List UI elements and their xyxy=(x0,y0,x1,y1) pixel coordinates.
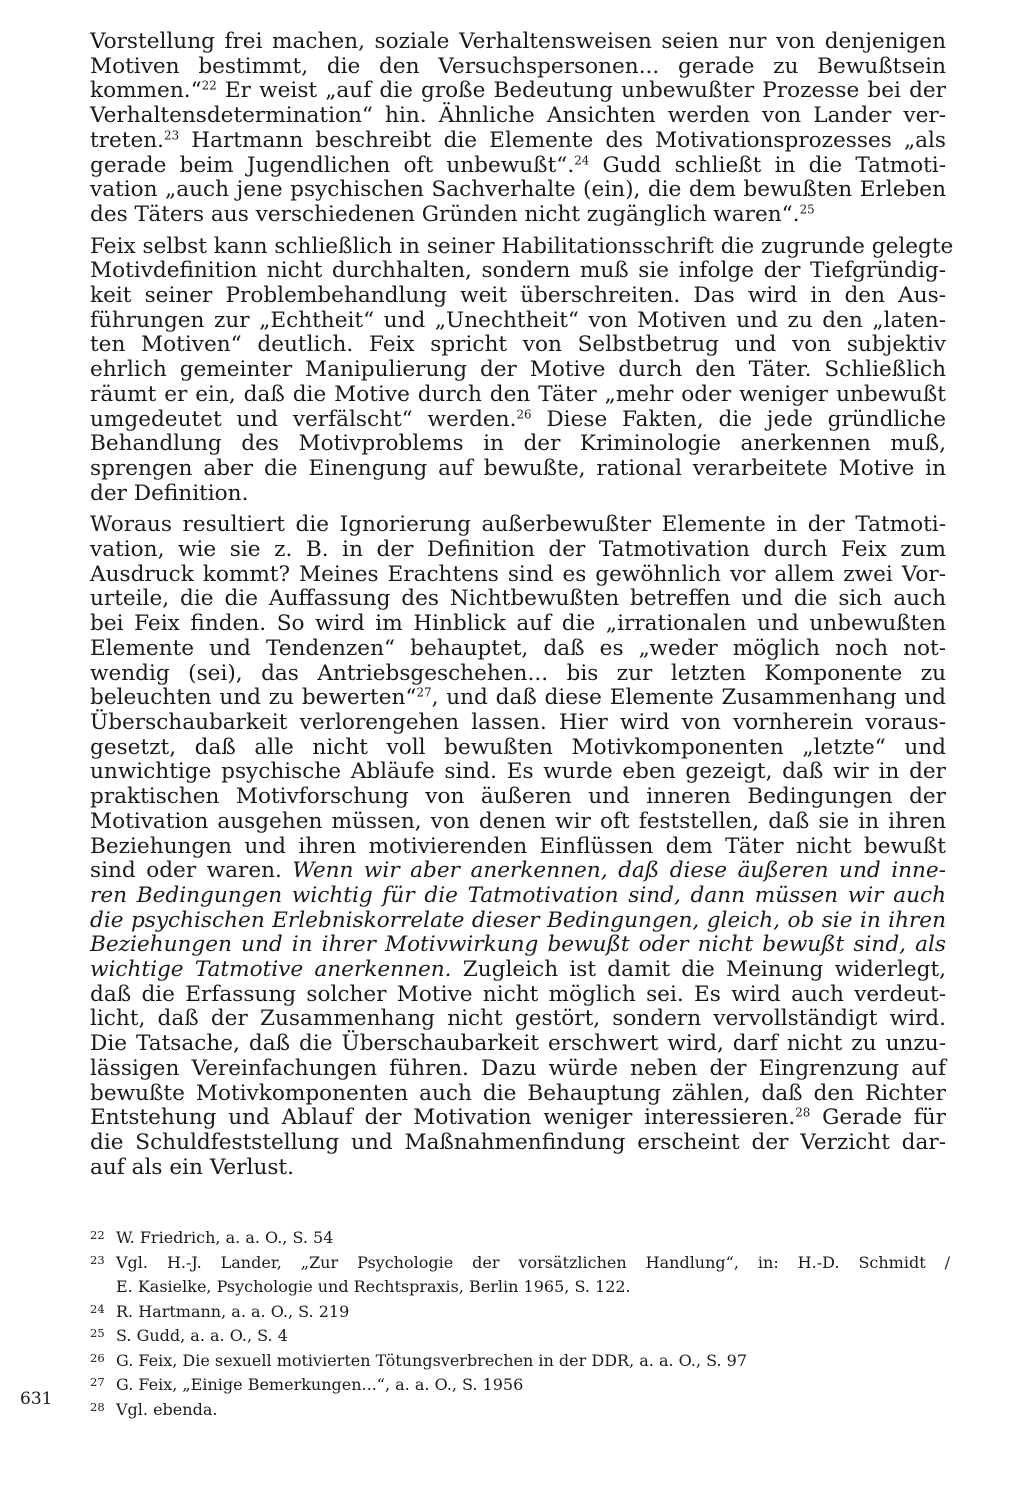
emphasis-run: wichtige Tatmotive anerkennen. xyxy=(90,957,452,983)
paragraph-1 xyxy=(90,30,946,228)
text-line: ehrlich gemeinter Manipulierung der Motive durch den Täter. Schließlich xyxy=(90,357,946,383)
text-run: Entstehung und Ablauf der Motivation weniger interessieren. xyxy=(90,1105,796,1131)
footnote-24 xyxy=(90,1300,950,1325)
text-line: sprengen aber die Einengung auf bewußte, rational verarbeitete Motive in xyxy=(90,455,946,481)
main-text xyxy=(90,29,954,1180)
text-run: , und daß diese Elemente Zusammenhang und xyxy=(431,685,946,711)
footnote-text xyxy=(116,1251,950,1300)
footnote-number: 26 xyxy=(90,1350,105,1365)
text-line: Motivation ausgehen müssen, von denen wir oft feststellen, daß sie in ihren xyxy=(90,808,946,834)
text-run: des Täters aus verschiedenen Gründen nicht zugänglich waren“. xyxy=(90,201,800,227)
text-line: ren Bedingungen wichtig für die Tatmotivation sind, dann müssen wir auch xyxy=(90,882,946,908)
footnote-number: 28 xyxy=(90,1399,105,1414)
footnote-text xyxy=(116,1324,950,1349)
text-line: keit seiner Problembehandlung weit überschreiten. Das wird in den Aus- xyxy=(90,283,946,309)
text-line: S. Gudd, a. a. O., S. 4 xyxy=(116,1326,288,1345)
footnote-number: 23 xyxy=(90,1252,105,1267)
footnote-ref-23[interactable]: 23 xyxy=(164,128,180,143)
text-line: wendig (sei), das Antriebsgeschehen... bis zur letzten Komponente zu xyxy=(90,660,946,686)
text-run: Hartmann beschreibt die Elemente des Motivationsprozesses „als xyxy=(179,127,946,153)
text-line: Vorstellung frei machen, soziale Verhaltensweisen seien nur von denjenigen xyxy=(90,29,946,54)
text-line: Woraus resultiert die Ignorierung außerbewußter Elemente in der Tatmoti- xyxy=(90,512,946,538)
page-body xyxy=(90,29,954,1187)
text-line xyxy=(90,859,946,884)
text-line: Feix selbst kann schließlich in seiner Habilitationsschrift die zugrunde gelegte xyxy=(90,233,954,259)
text-line: G. Feix, „Einige Bemerkungen...“, a. a. O., S. 1956 xyxy=(116,1375,524,1394)
text-run: Gudd schließt in die Tatmoti- xyxy=(589,152,946,178)
text-run: Diese Fakten, die jede gründliche xyxy=(531,406,947,432)
text-line: bei Feix finden. So wird im Hinblick auf die „irrationalen und unbewußten xyxy=(90,611,946,637)
text-line: Ausdruck kommt? Meines Erachtens sind es gewöhnlich vor allem zwei Vor- xyxy=(90,561,946,587)
text-line xyxy=(90,154,946,179)
text-line xyxy=(90,129,946,154)
footnote-number: 22 xyxy=(90,1228,105,1242)
paragraph-3 xyxy=(90,513,946,1180)
page-number: 631 xyxy=(20,1389,53,1409)
text-line: Elemente und Tendenzen“ behauptet, daß es „weder möglich noch not- xyxy=(90,635,946,661)
text-run: Zugleich ist damit die Meinung widerlegt, xyxy=(451,957,946,983)
text-line: urteile, die die Auffassung des Nichtbewußten betreffen und die sich auch xyxy=(90,586,946,612)
text-line: Die Tatsache, daß die Überschaubarkeit erschwert wird, darf nicht zu unzu- xyxy=(90,1031,946,1057)
text-line: unwichtige psychische Abläufe sind. Es wurde eben gezeigt, daß wir in der xyxy=(90,759,946,785)
text-line: vation, wie sie z. B. in der Definition der Tatmotivation durch Feix zum xyxy=(90,537,946,563)
text-line xyxy=(90,958,946,983)
text-line: Vgl. H.-J. Lander, „Zur Psychologie der vorsätzlichen Handlung“, in: H.-D. Schmidt / xyxy=(116,1252,950,1272)
text-run: umgedeutet und verfälscht“ werden. xyxy=(90,406,517,432)
footnote-22 xyxy=(90,1226,950,1251)
footnote-number: 27 xyxy=(90,1375,105,1389)
text-line xyxy=(90,686,946,711)
text-line: daß die Erfassung solcher Motive nicht möglich sei. Es wird auch verdeut- xyxy=(90,981,946,1007)
footnote-ref-26[interactable]: 26 xyxy=(516,406,532,421)
emphasis-run: Wenn wir aber anerkennen, daß diese äußeren und inne- xyxy=(281,858,946,884)
footnote-ref-25[interactable]: 25 xyxy=(799,202,815,217)
text-line xyxy=(90,408,946,433)
text-run: gerade beim Jugendlichen oft unbewußt“. xyxy=(90,152,575,178)
footnote-text xyxy=(116,1373,950,1398)
text-run: sind oder waren. xyxy=(90,858,282,884)
text-run: Er weist „auf die große Bedeutung unbewußter Prozesse bei der xyxy=(216,78,946,104)
text-line: R. Hartmann, a. a. O., S. 219 xyxy=(116,1301,350,1321)
text-line: lässigen Vereinfachungen führen. Dazu würde neben der Eingrenzung auf xyxy=(90,1055,946,1081)
text-line: Überschaubarkeit verlorengehen lassen. Hier wird von vornherein voraus- xyxy=(90,709,946,735)
text-run: treten. xyxy=(90,127,165,153)
text-line: Behandlung des Motivproblems in der Kriminologie anerkennen muß, xyxy=(90,431,946,457)
text-line: die psychischen Erlebniskorrelate dieser Bedingungen, gleich, ob sie in ihren xyxy=(90,907,946,933)
text-run: kommen.“ xyxy=(90,78,202,104)
text-line: Vgl. ebenda. xyxy=(116,1399,218,1419)
footnote-ref-24[interactable]: 24 xyxy=(574,152,590,167)
footnote-text xyxy=(116,1300,950,1325)
text-line xyxy=(90,79,946,104)
text-line: Beziehungen und ihren motivierenden Einflüssen dem Täter nicht bewußt xyxy=(90,833,946,859)
footnote-number: 25 xyxy=(90,1326,105,1340)
footnote-ref-28[interactable]: 28 xyxy=(795,1105,811,1120)
text-line: räumt er ein, daß die Motive durch den Täter „mehr oder weniger unbewußt xyxy=(90,381,946,407)
text-line: Verhaltensdetermination“ hin. Ähnliche Ansichten werden von Lander ver- xyxy=(90,103,946,129)
text-line xyxy=(90,1106,946,1131)
text-line: der Definition. xyxy=(90,480,249,506)
footnote-number: 24 xyxy=(90,1301,105,1316)
text-line: führungen zur „Echtheit“ und „Unechtheit“ von Motiven und zu den „laten- xyxy=(90,307,946,333)
text-line: bewußte Motivkomponenten auch die Behauptung zählen, daß den Richter xyxy=(90,1080,946,1106)
text-line: G. Feix, Die sexuell motivierten Tötungsverbrechen in der DDR, a. a. O., S. 97 xyxy=(116,1350,748,1370)
footnote-25 xyxy=(90,1324,950,1349)
footnote-23 xyxy=(90,1251,950,1300)
footnote-text xyxy=(116,1226,950,1251)
text-line: die Schuldfeststellung und Maßnahmenfindung erscheint der Verzicht dar- xyxy=(90,1129,946,1155)
text-line xyxy=(90,203,946,228)
footnote-26 xyxy=(90,1349,950,1374)
text-line: Beziehungen und in ihrer Motivwirkung bewußt oder nicht bewußt sind, als xyxy=(90,932,946,958)
footnote-ref-22[interactable]: 22 xyxy=(201,78,217,93)
text-run: beleuchten und zu bewerten“ xyxy=(90,685,417,711)
footnote-28 xyxy=(90,1398,950,1423)
footnote-27 xyxy=(90,1373,950,1398)
text-line: vation „auch jene psychischen Sachverhalte (ein), die dem bewußten Erleben xyxy=(90,177,946,203)
footnote-text xyxy=(116,1398,950,1423)
paragraph-2 xyxy=(90,233,954,507)
text-line: W. Friedrich, a. a. O., S. 54 xyxy=(116,1228,334,1247)
text-line: ten Motiven“ deutlich. Feix spricht von Selbstbetrug und von subjektiv xyxy=(90,332,946,358)
text-line: Motivdefinition nicht durchhalten, sondern muß sie infolge der Tiefgründig- xyxy=(90,258,946,284)
text-line: licht, daß der Zusammenhang nicht gestört, sondern vervollständigt wird. xyxy=(90,1006,946,1032)
text-run: Gerade für xyxy=(810,1105,946,1131)
footnote-text xyxy=(116,1349,950,1374)
footnote-ref-27[interactable]: 27 xyxy=(416,685,432,700)
text-line: Motiven bestimmt, die den Versuchspersonen... gerade zu Bewußtsein xyxy=(90,53,946,79)
text-line: gesetzt, daß alle nicht voll bewußten Motivkomponenten „letzte“ und xyxy=(90,734,946,760)
text-line: praktischen Motivforschung von äußeren und inneren Bedingungen der xyxy=(90,784,946,810)
text-line: E. Kasielke, Psychologie und Rechtspraxis, Berlin 1965, S. 122. xyxy=(116,1277,631,1296)
text-line: auf als ein Verlust. xyxy=(90,1154,294,1180)
footnotes xyxy=(90,1226,950,1422)
